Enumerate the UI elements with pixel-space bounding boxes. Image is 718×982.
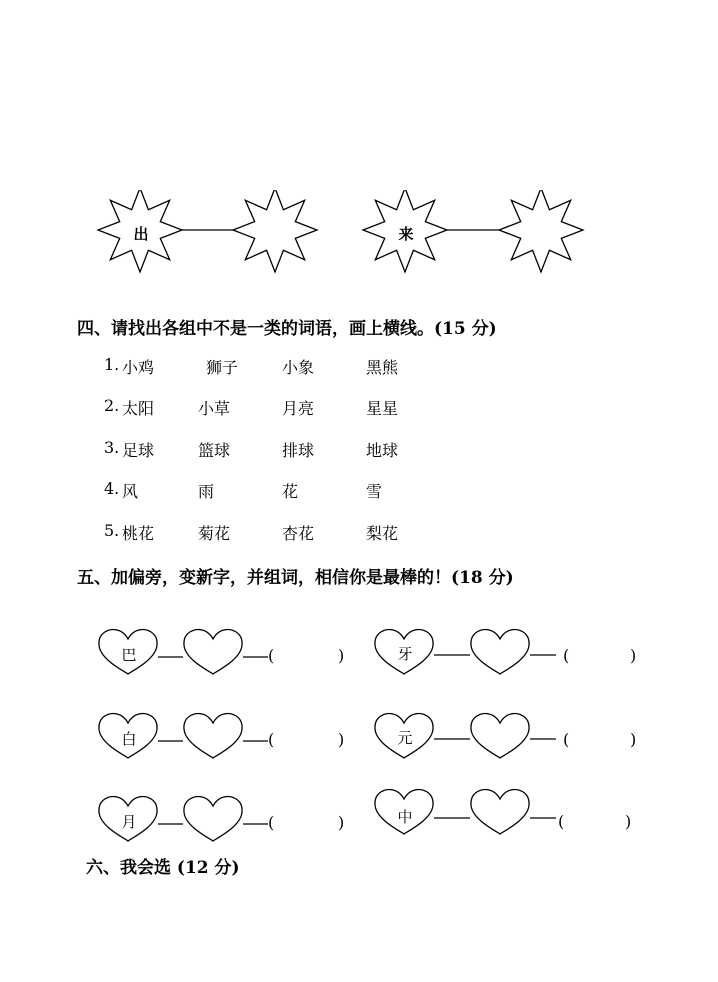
- answer-paren-open[interactable]: (: [268, 813, 275, 832]
- star-right-2[interactable]: [499, 190, 583, 272]
- row-number: 3.: [104, 438, 120, 457]
- word[interactable]: 太阳: [122, 399, 155, 418]
- heart-char: 元: [397, 729, 413, 747]
- word[interactable]: 雨: [198, 482, 215, 501]
- word[interactable]: 地球: [366, 441, 399, 460]
- word[interactable]: 黑熊: [366, 358, 399, 377]
- star-connect-diagram: [0, 190, 718, 280]
- answer-paren-close: ): [625, 812, 632, 831]
- answer-paren-close: ): [338, 646, 345, 665]
- word[interactable]: 菊花: [198, 524, 231, 543]
- word[interactable]: 篮球: [198, 441, 231, 460]
- word[interactable]: 花: [282, 482, 299, 501]
- section4-heading: 四、请找出各组中不是一类的词语，画上横线。(15 分): [77, 319, 497, 339]
- answer-paren-close: ): [338, 813, 345, 832]
- section6-heading: 六、我会选 (12 分): [86, 858, 240, 878]
- heart-row-ba: [99, 630, 268, 674]
- answer-paren-open[interactable]: (: [563, 730, 570, 749]
- word[interactable]: 杏花: [282, 524, 315, 543]
- row-number: 2.: [104, 396, 120, 415]
- star-right-1[interactable]: [233, 190, 317, 272]
- heart-row-ya: [375, 630, 556, 674]
- star-char-chu: 出: [133, 225, 149, 243]
- answer-paren-close: ): [630, 730, 637, 749]
- heart-row-yue: [99, 797, 268, 841]
- word[interactable]: 小草: [198, 399, 231, 418]
- star-shape: [233, 190, 317, 272]
- word[interactable]: 月亮: [282, 399, 315, 418]
- answer-paren-open[interactable]: (: [268, 646, 275, 665]
- word[interactable]: 排球: [282, 441, 315, 460]
- answer-paren-close: ): [338, 730, 345, 749]
- row-number: 1.: [104, 355, 120, 374]
- heart-blank: [184, 630, 242, 674]
- heart-char: 牙: [397, 645, 413, 663]
- word[interactable]: 梨花: [366, 524, 399, 543]
- word[interactable]: 足球: [122, 441, 155, 460]
- heart-row-yuan: [375, 714, 556, 758]
- word[interactable]: 狮子: [206, 358, 239, 377]
- word[interactable]: 风: [122, 482, 139, 501]
- answer-paren-open[interactable]: (: [563, 646, 570, 665]
- heart-row-zhong: [375, 790, 556, 834]
- answer-paren-open[interactable]: (: [268, 730, 275, 749]
- word[interactable]: 星星: [366, 399, 399, 418]
- heart-char: 中: [397, 808, 413, 826]
- heart-diagram: [0, 610, 718, 850]
- answer-paren-open[interactable]: (: [558, 812, 565, 831]
- heart-char: 月: [121, 813, 137, 831]
- word[interactable]: 小鸡: [122, 358, 155, 377]
- section5-heading: 五、加偏旁，变新字，并组词，相信你是最棒的！(18 分): [77, 568, 514, 588]
- row-number: 5.: [104, 521, 120, 540]
- answer-paren-close: ): [630, 646, 637, 665]
- heart-row-bai: [99, 714, 268, 758]
- star-shape: [499, 190, 583, 272]
- row-number: 4.: [104, 479, 120, 498]
- word[interactable]: 小象: [282, 358, 315, 377]
- word[interactable]: 桃花: [122, 524, 155, 543]
- star-char-lai: 来: [398, 225, 414, 243]
- heart-char: 白: [121, 730, 137, 748]
- heart-char: 巴: [121, 646, 137, 664]
- word[interactable]: 雪: [366, 482, 383, 501]
